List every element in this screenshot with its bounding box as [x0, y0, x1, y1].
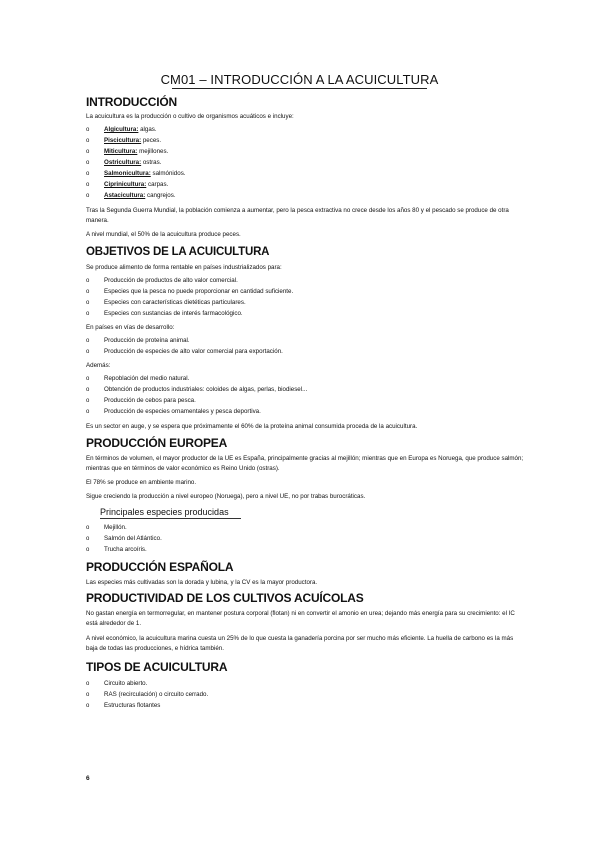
europea-paragraph: Sigue creciendo la producción a nivel europeo (Noruega), pero a nivel UE, no por trabas burocráticas. — [86, 493, 366, 500]
list-item: o Estructuras flotantes — [86, 702, 161, 709]
list-item: o Producción de especies de alto valor comercial para exportación. — [86, 348, 283, 355]
list-item: o Miticultura: mejillones. — [86, 148, 169, 155]
list-item: o RAS (recirculación) o circuito cerrado. — [86, 691, 209, 698]
bullet-icon: o — [86, 525, 90, 531]
subheading-underline — [100, 518, 241, 519]
list-item: o Astacicultura: cangrejos. — [86, 192, 176, 199]
bullet-icon: o — [86, 376, 90, 382]
subheading-principales-especies: Principales especies producidas — [100, 507, 229, 517]
list-item: o Producción de proteína animal. — [86, 337, 190, 344]
bullet-icon: o — [86, 160, 90, 166]
term: Algicultura: — [104, 126, 139, 133]
bullet-icon: o — [86, 289, 90, 295]
heading-productividad: PRODUCTIVIDAD DE LOS CULTIVOS ACUÍCOLAS — [86, 591, 364, 605]
term: Ostricultura: — [104, 159, 142, 166]
heading-objetivos: OBJETIVOS DE LA ACUICULTURA — [86, 246, 270, 258]
bullet-icon: o — [86, 311, 90, 317]
bullet-icon: o — [86, 338, 90, 344]
list-item: o Repoblación del medio natural. — [86, 375, 190, 382]
objetivos-lead: En países en vías de desarrollo: — [86, 324, 175, 331]
bullet-icon: o — [86, 398, 90, 404]
intro-lead: La acuicultura es la producción o cultivo de organismos acuáticos e incluye: — [86, 113, 294, 120]
heading-produccion-europea: PRODUCCIÓN EUROPEA — [86, 436, 228, 450]
bullet-icon: o — [86, 387, 90, 393]
list-item: o Especies con sustancias de interés farmacológico. — [86, 310, 243, 317]
title-underline — [172, 88, 427, 89]
list-item: o Especies con características dietéticas particulares. — [86, 299, 246, 306]
productividad-paragraph: A nivel económico, la acuicultura marina cuesta un 25% de lo que cuesta la ganadería porcina por ser mucho más eficiente. La huella de carbono es la más baja de todas las producciones, e hídrica también. — [86, 635, 514, 652]
term: Ciprinicultura: — [104, 181, 147, 188]
bullet-icon: o — [86, 149, 90, 155]
list-item: o Producción de productos de alto valor comercial. — [86, 277, 238, 284]
bullet-icon: o — [86, 547, 90, 553]
list-item: o Piscicultura: peces. — [86, 137, 162, 144]
term: Piscicultura: — [104, 137, 142, 144]
bullet-icon: o — [86, 193, 90, 199]
list-item: o Especies que la pesca no puede proporcionar en cantidad suficiente. — [86, 288, 294, 295]
bullet-icon: o — [86, 278, 90, 284]
list-item: o Salmón del Atlántico. — [86, 535, 162, 542]
objetivos-closing: Es un sector en auge, y se espera que próximamente el 60% de la proteína animal consumida proceda de la acuicultura. — [86, 423, 418, 430]
bullet-icon: o — [86, 300, 90, 306]
bullet-icon: o — [86, 171, 90, 177]
list-item: o Producción de especies ornamentales y pesca deportiva. — [86, 408, 261, 415]
list-item: o Mejillón. — [86, 524, 127, 531]
bullet-icon: o — [86, 127, 90, 133]
europea-paragraph: El 78% se produce en ambiente marino. — [86, 479, 197, 486]
list-item: o Algicultura: algas. — [86, 126, 157, 133]
bullet-icon: o — [86, 692, 90, 698]
list-item: o Circuito abierto. — [86, 680, 148, 687]
bullet-icon: o — [86, 681, 90, 687]
bullet-icon: o — [86, 349, 90, 355]
espanola-paragraph: Las especies más cultivadas son la dorada y lubina, y la CV es la mayor productora. — [86, 579, 318, 586]
list-item: o Salmonicultura: salmónidos. — [86, 170, 186, 177]
list-item: o Trucha arcoíris. — [86, 546, 147, 553]
page-number: 6 — [86, 775, 90, 782]
list-item: o Ciprinicultura: carpas. — [86, 181, 169, 188]
objetivos-lead: Además: — [86, 362, 111, 369]
bullet-icon: o — [86, 536, 90, 542]
heading-introduccion: INTRODUCCIÓN — [86, 95, 177, 109]
intro-paragraph: A nivel mundial, el 50% de la acuicultura produce peces. — [86, 231, 241, 238]
objetivos-lead: Se produce alimento de forma rentable en países industrializados para: — [86, 264, 282, 271]
term: Astacicultura: — [104, 192, 146, 199]
heading-tipos: TIPOS DE ACUICULTURA — [86, 660, 228, 674]
europea-paragraph: En términos de volumen, el mayor productor de la UE es España, principalmente gracias al mejillón; mientras que en Europa es Noruega, que produce salmón; mientras que en términos de valor económico es Reino Unido (ostras). — [86, 455, 524, 472]
page-title: CM01 – INTRODUCCIÓN A LA ACUICULTURA — [160, 72, 439, 87]
heading-produccion-espanola: PRODUCCIÓN ESPAÑOLA — [86, 560, 234, 574]
list-item: o Ostricultura: ostras. — [86, 159, 162, 166]
bullet-icon: o — [86, 138, 90, 144]
productividad-paragraph: No gastan energía en termorregular, en mantener postura corporal (flotan) ni en convertir el amonio en urea; dejando más energía para su crecimiento: el IC está alrededor de 1. — [86, 610, 515, 627]
bullet-icon: o — [86, 703, 90, 709]
list-item: o Producción de cebos para pesca. — [86, 397, 196, 404]
term: Salmonicultura: — [104, 170, 151, 177]
bullet-icon: o — [86, 409, 90, 415]
bullet-icon: o — [86, 182, 90, 188]
term: Miticultura: — [104, 148, 138, 155]
list-item: o Obtención de productos industriales: coloides de algas, perlas, biodiesel... — [86, 386, 308, 393]
intro-paragraph: Tras la Segunda Guerra Mundial, la población comienza a aumentar, pero la pesca extractiva no crece desde los años 80 y el pescado se produce de otra manera. — [86, 207, 509, 224]
